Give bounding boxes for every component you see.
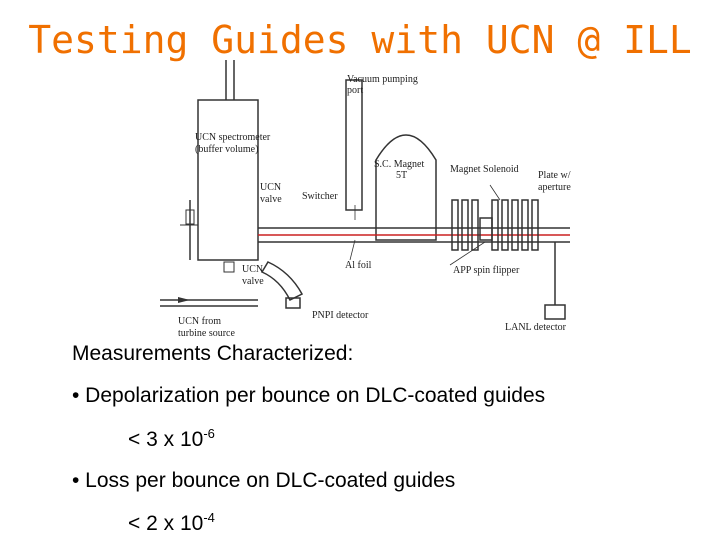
label-pnpi-detector: PNPI detector (312, 310, 369, 321)
experiment-schematic (150, 60, 580, 350)
pnpi-branch (262, 262, 302, 300)
label-switcher: Switcher (302, 191, 338, 202)
label-ucn-valve-2b: valve (242, 276, 264, 287)
depolarization-value-exponent: -6 (203, 426, 215, 441)
label-aperture: aperture (538, 182, 571, 193)
app-spin-flipper (480, 218, 492, 240)
label-magnet-solenoid: Magnet Solenoid (450, 164, 519, 175)
label-5t: 5T (396, 170, 408, 181)
label-ucn-from: UCN from (178, 316, 222, 327)
vacuum-port (346, 80, 362, 210)
depolarization-value-base: < 3 x 10 (128, 428, 204, 451)
pnpi-detector (286, 298, 300, 308)
ucn-spectrometer-box (198, 100, 258, 260)
label-port: port (347, 85, 364, 96)
measurements-heading: Measurements Characterized: (72, 342, 354, 365)
label-ucn-valve-1a: UCN (260, 182, 282, 193)
label-plate: Plate w/ (538, 170, 571, 181)
label-al-foil: Al foil (345, 260, 372, 271)
label-app-spin-flipper: APP spin flipper (453, 265, 520, 276)
ucn-valve-2 (224, 262, 234, 272)
label-sc-magnet: S.C. Magnet (374, 159, 425, 170)
sc-magnet (376, 135, 436, 240)
bullet-loss: • Loss per bounce on DLC-coated guides (72, 469, 456, 492)
label-ucn-valve-2a: UCN (242, 264, 264, 275)
loss-value-base: < 2 x 10 (128, 512, 204, 535)
label-vacuum-pumping: Vacuum pumping (347, 74, 418, 85)
loss-value-exponent: -4 (203, 510, 215, 525)
lanl-detector (545, 305, 565, 319)
label-ucn-spectrometer: UCN spectrometer (195, 132, 271, 143)
depolarization-value (128, 426, 215, 452)
loss-value (128, 510, 215, 536)
label-buffer-volume: (buffer volume) (195, 144, 259, 155)
feed-arrow (178, 297, 190, 303)
label-ucn-valve-1b: valve (260, 194, 282, 205)
slide-title: Testing Guides with UCN @ ILL (28, 18, 692, 62)
bullet-depolarization: • Depolarization per bounce on DLC-coated guides (72, 384, 546, 407)
label-lanl-detector: LANL detector (505, 322, 566, 333)
label-turbine-source: turbine source (178, 328, 235, 339)
